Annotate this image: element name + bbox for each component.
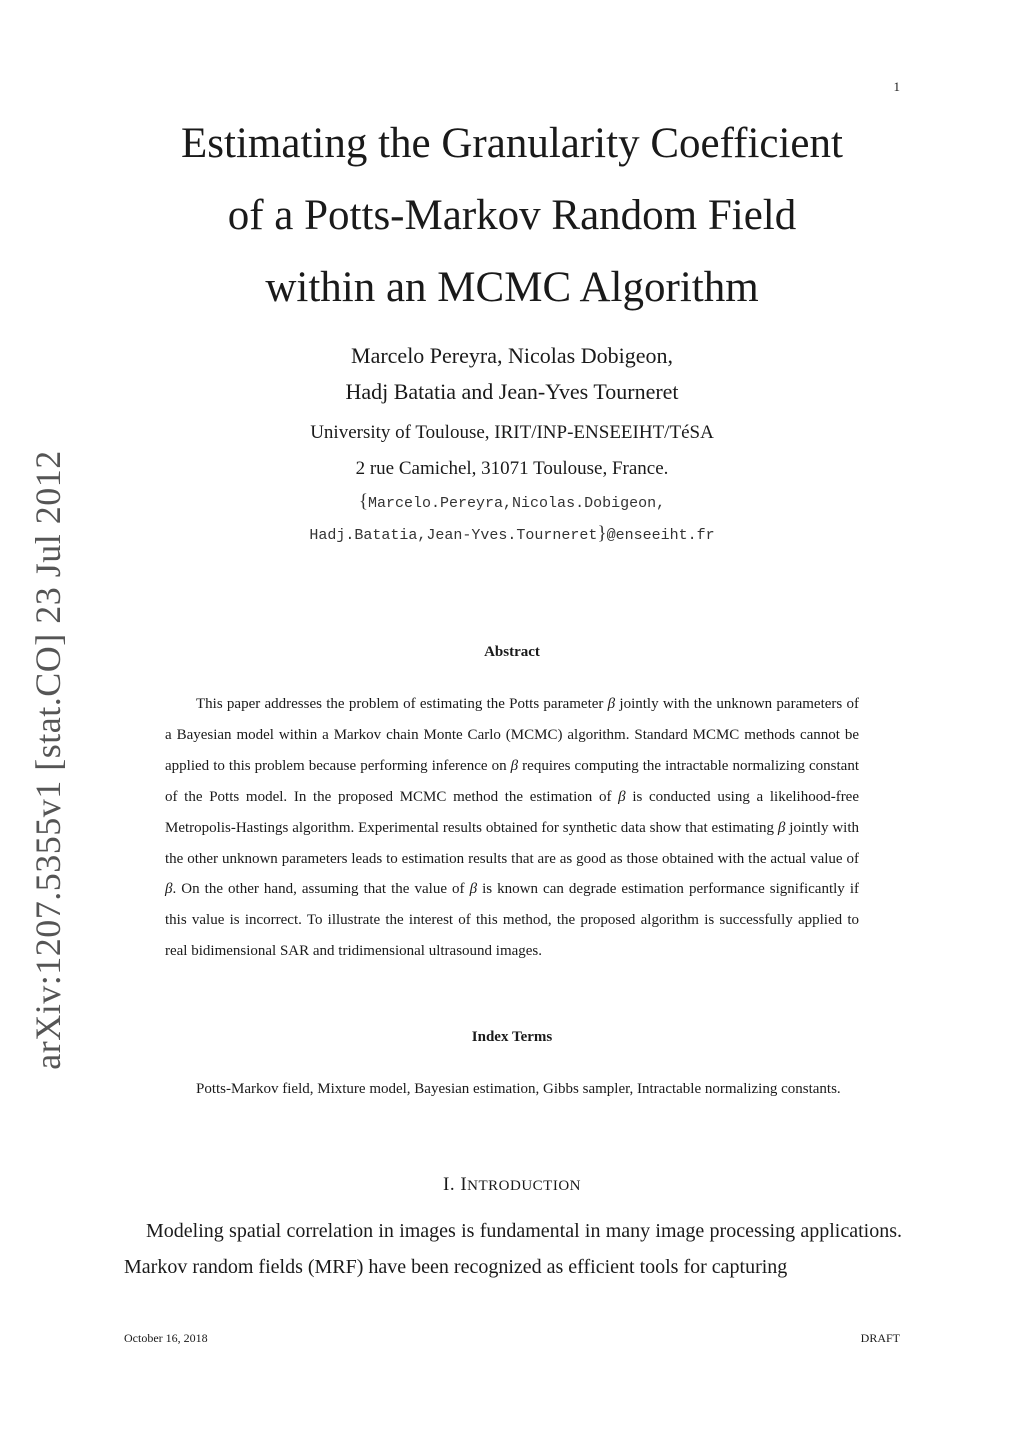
- beta-symbol: β: [777, 819, 786, 836]
- abstract-segment: requires computing the intractable normalizing constant of the Potts model. In the proposed MCMC method the estimation of: [165, 757, 859, 805]
- arxiv-identifier-stamp: arXiv:1207.5355v1 [stat.CO] 23 Jul 2012: [28, 450, 68, 1070]
- email-domain: @enseeiht.fr: [606, 527, 715, 544]
- section-initial: I: [460, 1174, 468, 1195]
- beta-symbol: β: [469, 881, 478, 898]
- author-line: Hadj Batatia and Jean-Yves Tourneret: [345, 379, 679, 404]
- abstract-text: [165, 689, 859, 967]
- index-terms-heading: Index Terms: [471, 1029, 553, 1045]
- page-number: 1: [893, 79, 900, 94]
- affiliation: University of Toulouse, IRIT/INP-ENSEEIHT/TéSA: [310, 422, 714, 443]
- author-emails-line-2: [160, 523, 864, 545]
- email-close-brace: }: [597, 523, 607, 544]
- abstract-segment: jointly with the other unknown parameters leads to estimation results that are as good as those obtained with the actual value of: [165, 819, 859, 867]
- paper-title: [100, 108, 924, 324]
- abstract-segment: . On the other hand, assuming that the value of: [172, 881, 470, 898]
- index-terms-text: Potts-Markov field, Mixture model, Bayesian estimation, Gibbs sampler, Intractable normalizing constants.: [196, 1081, 841, 1097]
- beta-symbol: β: [510, 757, 519, 774]
- email-open-brace: {: [358, 491, 369, 512]
- author-line: Marcelo Pereyra, Nicolas Dobigeon,: [351, 343, 673, 368]
- address: 2 rue Camichel, 31071 Toulouse, France.: [355, 458, 669, 479]
- author-list: [160, 338, 864, 410]
- abstract-segment: is conducted using a likelihood-free Metropolis-Hastings algorithm. Experimental results obtained for synthetic data show that estimating: [165, 788, 859, 836]
- abstract-segment: jointly with the unknown parameters of a Bayesian model within a Markov chain Monte Carlo (MCMC) algorithm. Standard MCMC methods cannot be applied to this problem because performing inference on: [165, 696, 859, 774]
- title-line: within an MCMC Algorithm: [265, 264, 759, 311]
- abstract-segment: This paper addresses the problem of estimating the Potts parameter: [196, 696, 608, 712]
- section-heading-introduction: [0, 1174, 1024, 1196]
- title-line: Estimating the Granularity Coefficient: [181, 120, 843, 167]
- section-title-rest: NTRODUCTION: [467, 1178, 581, 1194]
- beta-symbol: β: [618, 788, 626, 805]
- email-names-2: Hadj.Batatia,Jean-Yves.Tourneret: [309, 527, 598, 544]
- beta-symbol: β: [165, 881, 173, 898]
- beta-symbol: β: [607, 696, 616, 712]
- title-line: of a Potts-Markov Random Field: [227, 192, 797, 239]
- abstract-segment: is known can degrade estimation performance significantly if this value is incorrect. To illustrate the interest of this method, the proposed algorithm is successfully applied to real bidimensional SAR and tridimensional ultrasound images.: [165, 881, 859, 960]
- footer-draft-label: DRAFT: [860, 1331, 900, 1345]
- abstract-heading: Abstract: [484, 644, 540, 660]
- email-names-1: Marcelo.Pereyra,Nicolas.Dobigeon,: [368, 495, 666, 512]
- introduction-text: Modeling spatial correlation in images is fundamental in many image processing applications. Markov random fields (MRF) have been recognized as efficient tools for capturing: [124, 1220, 902, 1278]
- section-number: I.: [443, 1174, 461, 1195]
- author-emails-line-1: [160, 491, 864, 513]
- footer-date: October 16, 2018: [124, 1331, 208, 1345]
